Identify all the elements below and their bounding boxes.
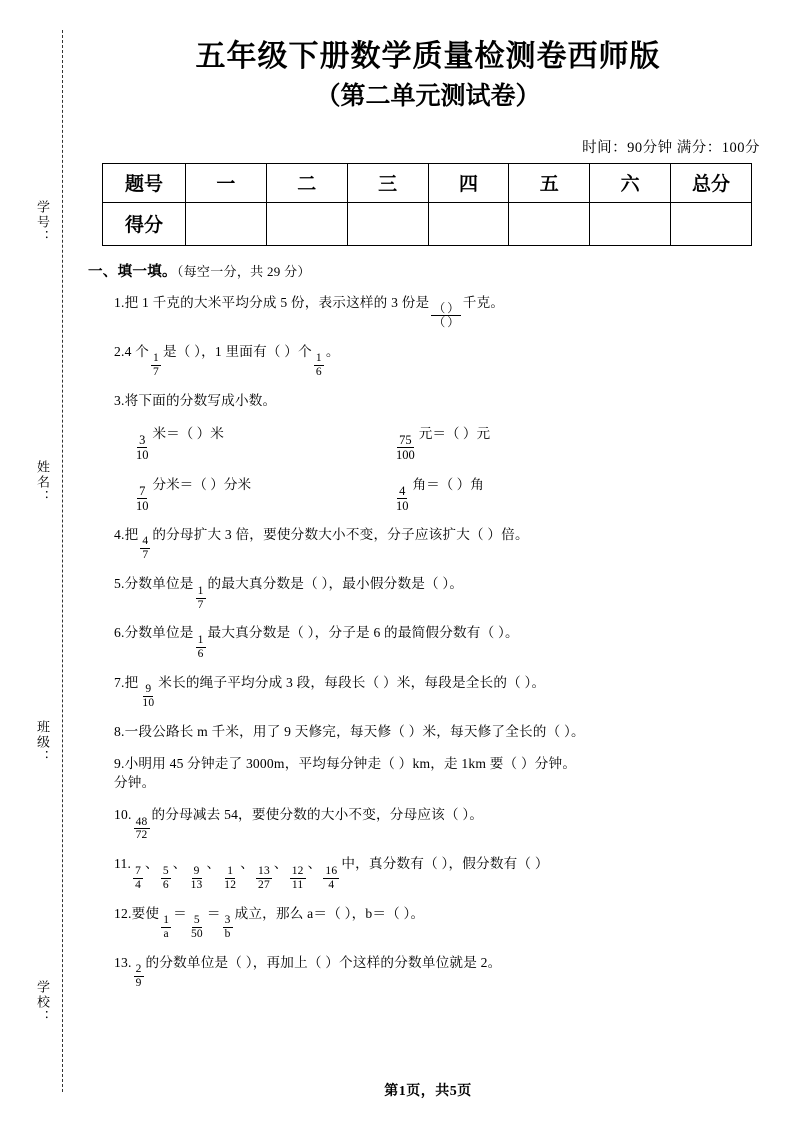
score-table-cell: 六: [590, 163, 671, 202]
question-12-suffix: 成立，那么 a＝（ ），b＝（ ）。: [234, 905, 425, 921]
question-5-suffix: 的最大真分数是（ ），最小假分数是（ ）。: [207, 576, 464, 592]
side-label-school: 学校：: [35, 980, 50, 1025]
fraction: $\frac{48}{72}$: [135, 815, 148, 842]
fraction: $\frac{1}{12}$: [224, 864, 237, 891]
fraction-separator: 、: [145, 856, 159, 872]
fraction: $\frac{7}{4}$: [135, 864, 142, 891]
section-1-points: （每空一分，共 29 分）: [176, 263, 311, 279]
question-13-prefix: 13.: [114, 954, 132, 970]
question-6-suffix: 最大真分数是（ ），分子是 6 的最简假分数有（ ）。: [207, 625, 519, 641]
question-8-text: 8.一段公路长 m 千米，用了 9 天修完，每天修（ ）米，每天修了全长的（ ）。: [114, 723, 585, 739]
score-input-cell[interactable]: [266, 202, 347, 245]
question-10-suffix: 的分母减去 54，要使分数的大小不变，分母应该（ ）。: [151, 807, 484, 823]
question-7-suffix: 米长的绳子平均分成 3 段，每段长（ ）米，每段是全长的（ ）。: [158, 674, 546, 690]
question-3-item-1: [132, 422, 392, 462]
left-margin-dashed-line: [62, 30, 63, 1092]
question-9: [114, 754, 768, 793]
question-5-prefix: 5.分数单位是: [114, 576, 194, 592]
fraction: $\frac{9}{10}$: [142, 683, 155, 710]
fraction: $\frac{1}{7}$: [152, 352, 159, 379]
fraction: $\frac{12}{11}$: [291, 864, 304, 891]
question-6: [114, 623, 768, 660]
section-1-title: 一、填一填。: [88, 263, 177, 280]
fraction: $\frac{5}{6}$: [162, 864, 169, 891]
question-10-prefix: 10.: [114, 807, 132, 823]
question-3: [114, 391, 768, 411]
score-table-cell: 二: [266, 163, 347, 202]
fraction: $\frac{2}{9}$: [135, 963, 142, 990]
score-table-cell: 三: [347, 163, 428, 202]
equals-sign: ＝: [206, 905, 221, 921]
question-2-part-b: 是（ ），1 里面有（ ）个: [162, 343, 312, 359]
question-3-item-3-text: 分米＝（ ）分米: [152, 476, 252, 492]
question-13: [114, 953, 768, 990]
question-4: [114, 525, 768, 562]
side-label-name: 姓名：: [35, 460, 50, 505]
score-input-cell[interactable]: [428, 202, 509, 245]
question-13-suffix: 的分数单位是（ ），再加上（ ）个这样的分数单位就是 2。: [145, 954, 502, 970]
score-input-cell[interactable]: [186, 202, 267, 245]
question-3-row-1: [132, 422, 768, 462]
question-2-part-c: 。: [325, 343, 340, 359]
fraction: $\frac{4}{7}$: [142, 535, 149, 562]
score-input-cell[interactable]: [590, 202, 671, 245]
fraction-separator: 、: [273, 856, 288, 872]
question-3-item-4: [392, 473, 652, 513]
score-table-cell: 五: [509, 163, 590, 202]
table-row-header: [103, 163, 752, 202]
fraction: $\frac{3}{10}$: [136, 432, 149, 462]
question-11: [114, 854, 768, 891]
fraction-blank: $\frac{( )}{( )}$: [433, 301, 459, 330]
question-11-prefix: 11.: [114, 856, 132, 872]
fraction: $\frac{5}{50}$: [190, 914, 203, 940]
fraction: $\frac{1}{a}$: [163, 914, 170, 940]
fraction: $\frac{1}{6}$: [197, 633, 204, 660]
question-3-item-2: [392, 422, 652, 462]
score-input-cell[interactable]: [671, 202, 752, 245]
fraction: $\frac{9}{13}$: [190, 864, 203, 891]
fraction-separator: 、: [172, 856, 187, 872]
score-input-cell[interactable]: [347, 202, 428, 245]
equals-sign: ＝: [173, 905, 187, 921]
question-10: [114, 805, 768, 842]
question-12-prefix: 12.要使: [114, 905, 160, 921]
question-3-item-4-text: 角＝（ ）角: [412, 476, 484, 492]
question-5: [114, 574, 768, 611]
fraction: $\frac{16}{4}$: [325, 864, 338, 891]
question-6-prefix: 6.分数单位是: [114, 625, 194, 641]
page-footer: 第1页，共5页: [384, 1084, 472, 1099]
question-12: [114, 904, 768, 941]
fraction: $\frac{1}{6}$: [315, 352, 322, 379]
table-row-score: [103, 202, 752, 245]
score-table-cell: 总分: [671, 163, 752, 202]
score-table-cell-label: 得分: [103, 202, 186, 245]
question-2-part-a: 2.4 个: [114, 343, 149, 359]
question-7: [114, 673, 768, 710]
question-1-text: 1.把 1 千克的大米平均分成 5 份，表示这样的 3 份是: [114, 294, 430, 310]
fraction: $\frac{75}{100}$: [396, 432, 415, 462]
exam-page: [88, 0, 768, 1122]
question-3-item-2-text: 元＝（ ）元: [418, 425, 491, 441]
fraction-separator: 、: [206, 856, 221, 872]
question-1-suffix: 千克。: [462, 294, 505, 310]
side-label-student-id: 学号：: [35, 200, 50, 245]
fraction: $\frac{13}{27}$: [258, 864, 270, 891]
score-input-cell[interactable]: [509, 202, 590, 245]
question-2: [114, 342, 768, 379]
question-4-suffix: 的分母扩大 3 倍，要使分数大小不变，分子应该扩大（ ）倍。: [152, 526, 529, 542]
question-4-prefix: 4.把: [114, 526, 139, 542]
question-7-prefix: 7.把: [114, 674, 139, 690]
question-3-title: 3.将下面的分数写成小数。: [114, 393, 277, 409]
section-heading-1: [88, 260, 768, 281]
question-3-item-3: [132, 473, 392, 513]
page-title: 五年级下册数学质量检测卷西师版: [195, 40, 661, 73]
score-table-cell: 题号: [103, 163, 186, 202]
exam-meta: 时间：90分钟 满分：100分: [582, 139, 760, 156]
fraction: $\frac{4}{10}$: [396, 483, 409, 513]
fraction-separator: 、: [307, 856, 322, 872]
question-3-item-1-text: 米＝（ ）米: [152, 425, 224, 441]
side-label-class: 班级：: [35, 720, 50, 765]
fraction: $\frac{7}{10}$: [136, 483, 149, 513]
fraction: $\frac{1}{7}$: [197, 584, 204, 611]
question-3-row-2: [132, 473, 768, 513]
question-1: [114, 293, 768, 330]
page-subtitle: （第二单元测试卷）: [315, 82, 541, 110]
fraction-separator: 、: [240, 856, 254, 872]
score-table-cell: 一: [186, 163, 267, 202]
fraction: $\frac{3}{b}$: [224, 914, 231, 940]
score-table-cell: 四: [428, 163, 509, 202]
side-label-group: [22, 30, 52, 1090]
question-8: [114, 722, 768, 742]
question-11-suffix: 中，真分数有（ ），假分数有（ ）: [341, 856, 549, 872]
score-table: [102, 163, 752, 246]
question-9-text: 9.小明用 45 分钟走了 3000m，平均每分钟走（ ）km，走 1km 要（ ）分钟。: [114, 755, 577, 771]
question-9-continuation: 分钟。: [114, 775, 156, 791]
